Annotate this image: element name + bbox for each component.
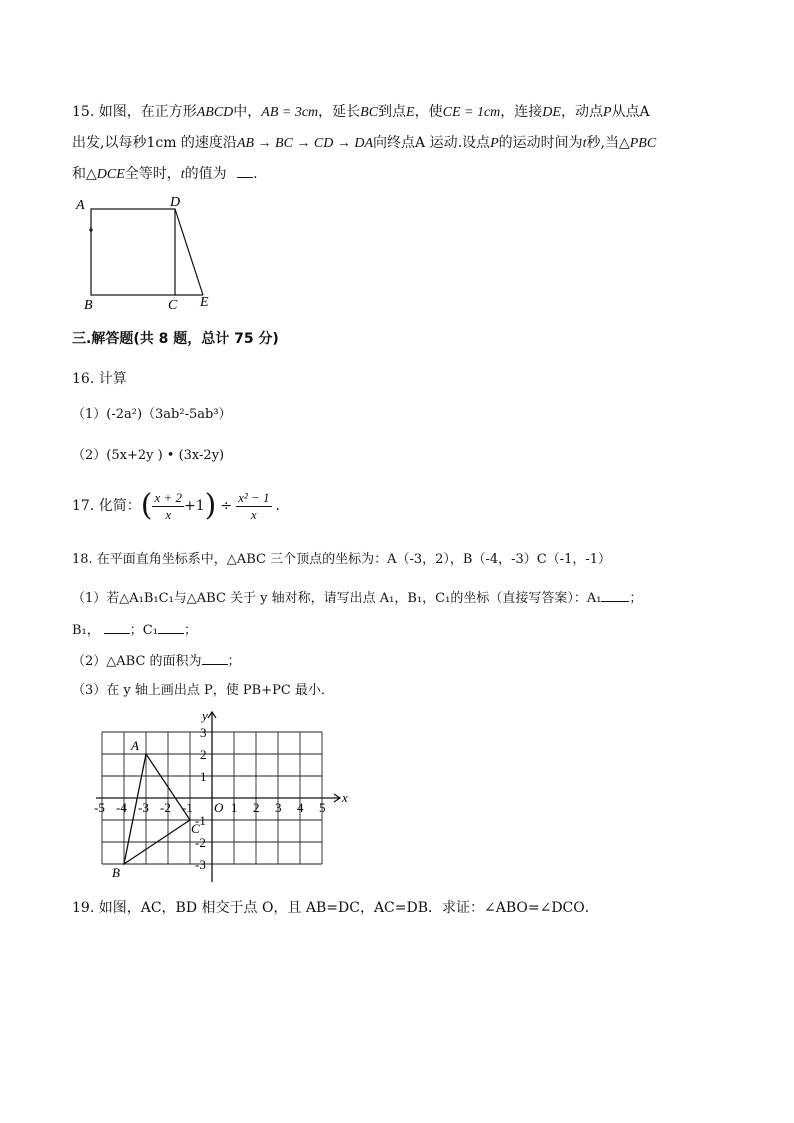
label-d: D [170,195,181,210]
q17-plus-one: +1 [183,498,205,514]
x-axis-label: x [342,790,348,805]
q15-de: DE [542,105,561,120]
right-paren: ) [204,488,217,523]
q15-text: 全等时， [124,166,181,182]
x-tick-label: -5 [94,800,105,815]
q15-answer-blank[interactable] [237,163,253,178]
q15-text: 的运动时间为 [498,135,583,151]
segment-de [175,209,203,295]
q17-fraction-2 [236,490,271,523]
q19-text: 19. 如图，AC，BD 相交于点 O，且 AB=DC，AC=DB．求证：∠ABO=∠DCO． [72,900,599,916]
q15-point-e: E [406,105,415,120]
q18-part-3: （3）在 y 轴上画出点 P，使 PB+PC 最小． [72,683,334,698]
label-b: B [84,298,93,312]
q17-label: 17. 化简： [72,498,141,514]
q17-fraction-2-denominator: x [250,506,257,522]
vertex-label-a: A [131,738,139,753]
q15-line-2 [72,133,656,154]
q15-t: t [180,167,185,182]
q15-text: 和 [72,166,86,182]
x-tick-label: 2 [253,800,260,815]
q16-part-2: （2）(5x+2y ) • (3x-2y) [72,448,225,463]
q16-title: 16. 计算 [72,371,127,387]
q15-bc: BC [360,105,379,120]
y-axis-label: y [202,708,208,723]
q15-point-p: P [602,105,612,120]
q18-coordinate-grid [88,708,358,888]
q18-b1-blank[interactable] [104,619,130,634]
q15-text: 出发,以每秒1cm 的速度沿 [72,135,237,151]
q18-part-1-text: ； [183,623,197,638]
q17-divide: ÷ [220,498,233,514]
q15-text: 向终点A 运动.设点 [373,135,491,151]
axes [96,708,348,882]
q15-point-p: P [490,136,499,151]
x-tick-label: 1 [231,800,238,815]
q16-part-1: （1）(-2a²)（3ab²-5ab³） [72,407,232,422]
label-e: E [200,295,209,310]
q18-part-1-line-1 [72,587,642,609]
y-tick-label: -2 [195,835,206,850]
y-tick-label: 3 [200,725,207,740]
y-tick-label: 1 [200,769,207,784]
q15-triangle-pbc: △PBC [618,136,657,151]
label-c: C [168,298,178,312]
q18-b1-label: B₁， [72,623,100,638]
q15-text: ，延长 [318,104,361,120]
q15-t: t [582,136,587,151]
x-tick-label: 3 [275,800,282,815]
x-tick-label: 5 [319,800,326,815]
q15-text: ，使 [414,104,443,120]
section-3-title: 三.解答题(共 8 题，总计 75 分) [72,331,279,347]
q18-part-1-text: （1）若△A₁B₁C₁与△ABC 关于 y 轴对称，请写出点 A₁，B₁，C₁的坐标（直接写答案）：A₁ [72,591,602,606]
x-tick-label: -2 [160,800,171,815]
q18-area-blank[interactable] [202,650,228,665]
vertex-label-c: C [191,821,200,836]
q18-c1-blank[interactable] [158,619,184,634]
point-p [89,228,92,231]
q15-ce: CE = 1cm [442,105,501,120]
q18-part-1-text: ； [629,591,643,606]
q15-text: 的值为 [184,166,227,182]
q17-end: . [275,498,280,514]
q15-ab: AB = 3cm [261,105,319,120]
q15-text: 秒,当 [586,135,619,151]
vertex-label-b: B [112,865,120,880]
q18-a1-blank[interactable] [601,587,629,602]
triangle-outline [124,754,190,864]
q15-text: 中， [233,104,262,120]
q15-text: 到点 [378,104,407,120]
x-tick-label: O [214,800,224,815]
q15-text: . [253,166,258,182]
q17-fraction-2-numerator: x² − 1 [238,489,270,505]
y-tick-label: 2 [200,747,207,762]
q15-line-3 [72,163,258,185]
q15-path: AB → BC → CD → DA [236,136,374,151]
q17-fraction-1-numerator: x + 2 [154,489,182,505]
x-tick-label: -4 [116,800,127,815]
square-abcd [91,209,175,295]
q15-square: ABCD [196,105,234,120]
q15-text: ，连接 [500,104,543,120]
q15-triangle-dce: △DCE [86,167,125,182]
q18-part-2-text: ； [227,654,241,669]
q15-text: ，动点 [560,104,603,120]
label-a: A [76,198,85,213]
q15-text: 从点A [611,104,650,120]
x-tick-label: -3 [138,800,149,815]
q18-c1-label: ；C₁ [129,623,158,638]
left-paren: ( [140,488,153,523]
q17-line [72,486,280,530]
y-tick-label: -1 [195,813,206,828]
q18-part-2 [72,650,241,672]
q15-square-figure [70,192,230,312]
q15-line-1 [72,102,650,123]
q15-text: 15. 如图，在正方形 [72,104,197,120]
x-tick-label: -1 [182,800,193,815]
q18-part-1-line-2 [72,619,197,641]
q18-intro: 18. 在平面直角坐标系中，△ABC 三个顶点的坐标为：A（-3，2），B（-4，-3）C（-1，-1） [72,552,612,567]
q18-part-2-text: （2）△ABC 的面积为 [72,654,202,669]
q17-fraction-1-denominator: x [165,506,172,522]
x-tick-label: 4 [297,800,304,815]
y-tick-label: -3 [195,857,206,872]
q17-fraction-1 [152,490,184,523]
